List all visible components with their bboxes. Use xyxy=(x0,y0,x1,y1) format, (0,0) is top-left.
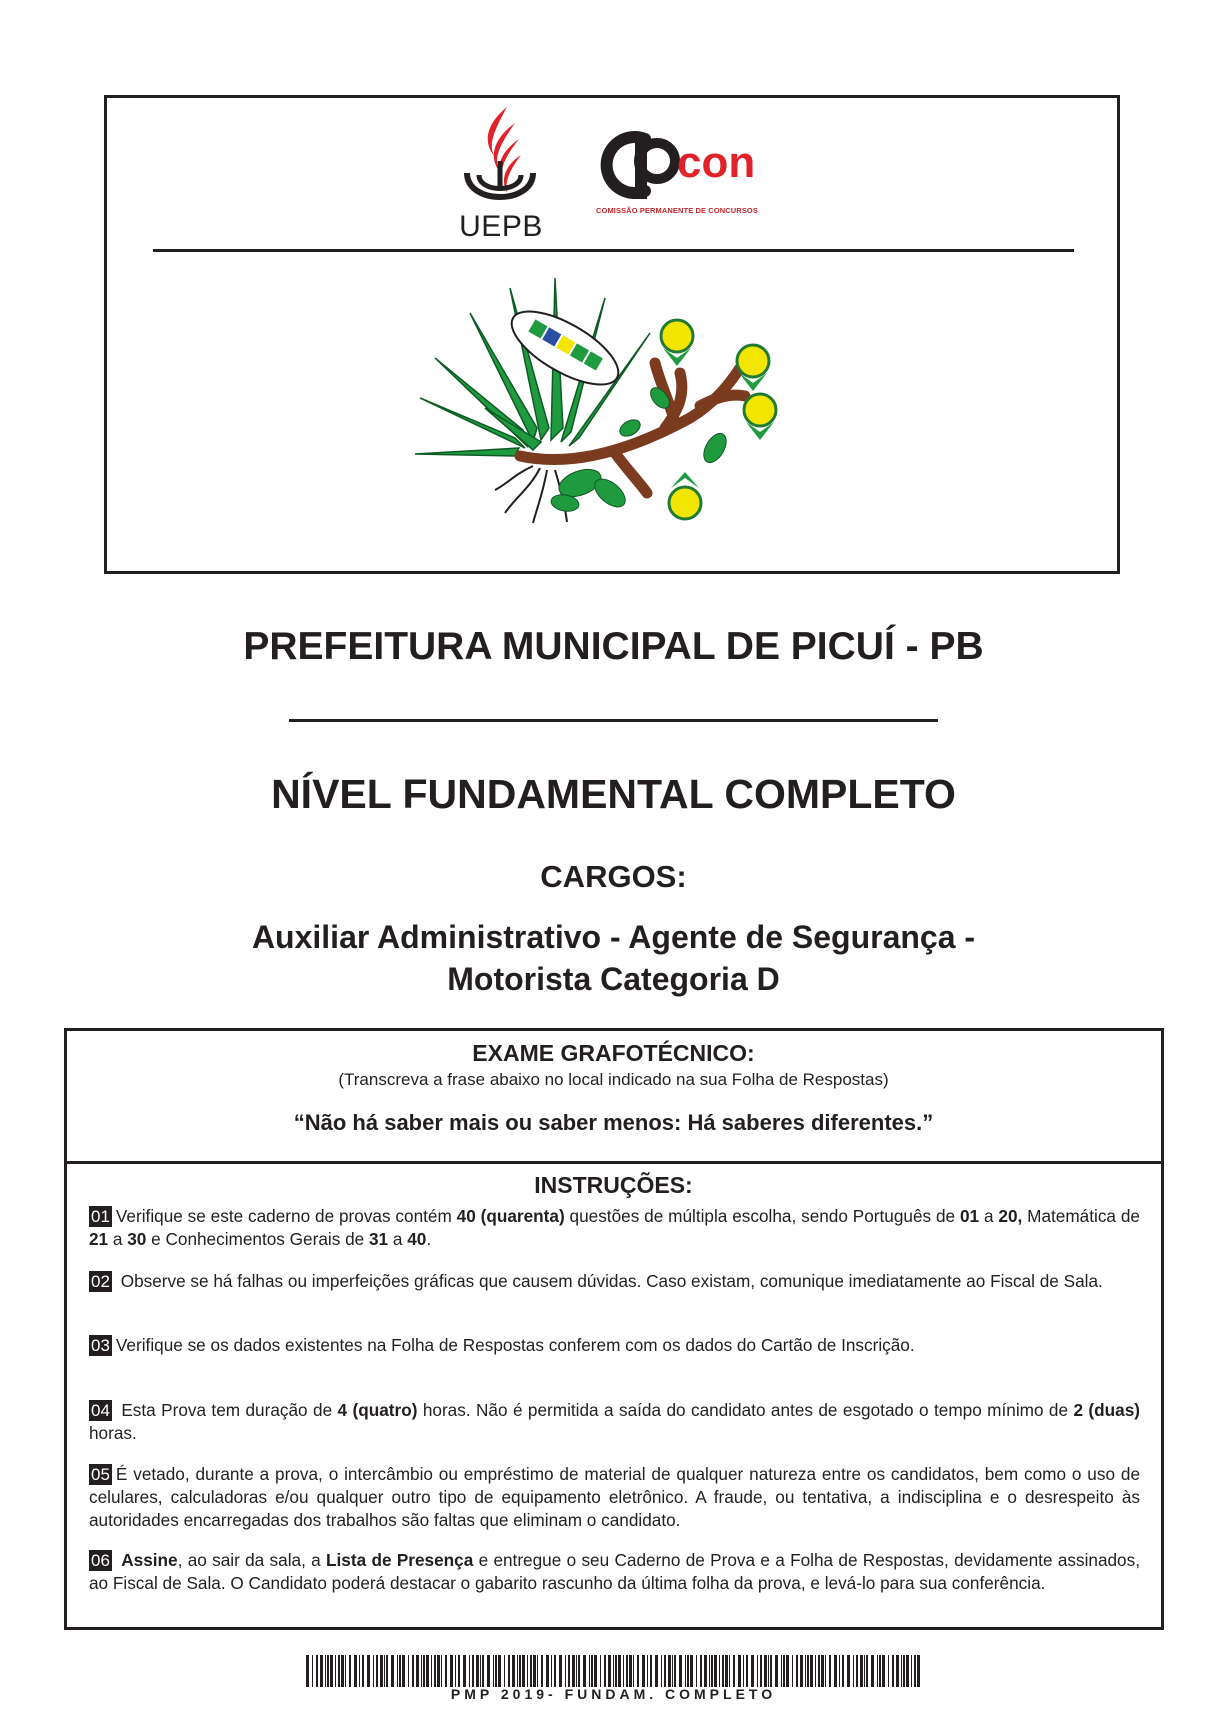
barcode-bar xyxy=(743,1655,744,1687)
barcode-bar xyxy=(423,1655,425,1687)
instruction-bold: Lista de Presença xyxy=(326,1550,474,1570)
barcode-bar xyxy=(600,1655,601,1687)
barcode-bar xyxy=(480,1655,481,1687)
barcode-bar xyxy=(714,1655,717,1687)
barcode-bar xyxy=(384,1655,385,1687)
barcode-bar xyxy=(866,1655,868,1687)
barcode-bar xyxy=(847,1655,850,1687)
barcode-bar xyxy=(591,1655,593,1687)
barcode-bar xyxy=(738,1655,741,1687)
barcode-bar xyxy=(476,1655,479,1687)
header-divider xyxy=(153,249,1074,252)
title-divider xyxy=(289,719,938,722)
instruction-text: . xyxy=(426,1229,432,1249)
instruction-number: 03 xyxy=(91,1336,110,1355)
instruction-text: horas. xyxy=(89,1423,137,1443)
barcode-bar xyxy=(421,1655,422,1687)
barcode-bar xyxy=(839,1655,840,1687)
barcode-bar xyxy=(810,1655,813,1687)
barcode-bar xyxy=(325,1655,326,1687)
barcode-bar xyxy=(864,1655,865,1687)
barcode-bar xyxy=(594,1655,597,1687)
barcode-bar xyxy=(647,1655,648,1687)
barcode-bar xyxy=(637,1655,639,1687)
barcode-bar xyxy=(386,1655,388,1687)
instruction-bold: 40 xyxy=(407,1229,427,1249)
barcode-bar xyxy=(512,1655,515,1687)
barcode-bar xyxy=(320,1655,323,1687)
barcode-bar xyxy=(871,1655,874,1687)
barcode-bar xyxy=(775,1655,778,1687)
barcode-bar xyxy=(345,1655,346,1687)
barcode-bar xyxy=(450,1655,453,1687)
instruction-05 xyxy=(89,1463,1140,1532)
barcode-bar xyxy=(668,1655,671,1687)
barcode-bar xyxy=(517,1655,518,1687)
barcode-bar xyxy=(768,1655,769,1687)
barcode-bar xyxy=(685,1655,686,1687)
barcode-bar xyxy=(330,1655,333,1687)
instruction-text: Verifique se os dados existentes na Folha de Respostas conferem com os dados do Cartão de Inscrição. xyxy=(115,1335,915,1355)
barcode-bar xyxy=(879,1655,881,1687)
barcode-bar xyxy=(786,1655,789,1687)
barcode-bar xyxy=(805,1655,806,1687)
barcode-bar xyxy=(359,1655,360,1687)
barcode-bar xyxy=(901,1655,902,1687)
barcode-bar xyxy=(541,1655,543,1687)
cpcon-logo xyxy=(595,125,785,205)
barcode-bar xyxy=(661,1655,662,1687)
barcode-bar xyxy=(690,1655,693,1687)
instruction-number: 02 xyxy=(91,1272,110,1291)
barcode-bar xyxy=(522,1655,525,1687)
barcode-bar xyxy=(834,1655,837,1687)
barcode-bar xyxy=(604,1655,606,1687)
instruction-text: a xyxy=(108,1229,128,1249)
exam-subtitle: (Transcreva a frase abaixo no local indicado na sua Folha de Respostas) xyxy=(338,1070,889,1089)
instruction-06 xyxy=(89,1549,1140,1595)
instruction-02 xyxy=(89,1270,1140,1293)
barcode-bar xyxy=(623,1655,624,1687)
barcode-bar xyxy=(508,1655,510,1687)
instruction-number: 06 xyxy=(91,1551,110,1570)
barcode-bar xyxy=(527,1655,528,1687)
cargos-label: CARGOS: xyxy=(540,859,687,894)
barcode-bar xyxy=(711,1655,713,1687)
barcode-bar xyxy=(896,1655,899,1687)
municipality-title: PREFEITURA MUNICIPAL DE PICUÍ - PB xyxy=(243,625,984,668)
instruction-text: questões de múltipla escolha, sendo Português de xyxy=(564,1206,960,1226)
barcode-bar xyxy=(800,1655,803,1687)
instructions-title: INSTRUÇÕES: xyxy=(534,1172,693,1198)
barcode-bar xyxy=(445,1655,447,1687)
instruction-text: e entregue o seu Caderno de Prova e a Folha de Respostas, devidamente assinados, ao Fiscal de Sala. O Candidato poderá destacar o gabarito rascunho da última folha da prova, e levá-lo para sua conferência. xyxy=(89,1550,1140,1593)
barcode-bar xyxy=(335,1655,336,1687)
barcode-bar xyxy=(853,1655,854,1687)
barcode-bar xyxy=(349,1655,351,1687)
barcode-bar xyxy=(760,1655,762,1687)
barcode-bar xyxy=(434,1655,436,1687)
exam-title: EXAME GRAFOTÉCNICO: xyxy=(472,1040,755,1066)
barcode-bar xyxy=(792,1655,793,1687)
barcode-bar xyxy=(399,1655,401,1687)
barcode-bar xyxy=(783,1655,785,1687)
instruction-bold: 40 (quarenta) xyxy=(456,1206,565,1226)
instruction-03 xyxy=(89,1334,1140,1357)
barcode-bar xyxy=(917,1655,920,1687)
barcode-bar xyxy=(746,1655,748,1687)
instruction-bold: 21 xyxy=(89,1229,109,1249)
barcode-bar xyxy=(458,1655,460,1687)
barcode-bar xyxy=(554,1655,556,1687)
barcode-bar xyxy=(373,1655,374,1687)
barcode-bar xyxy=(911,1655,912,1687)
instruction-text: Matemática de xyxy=(1022,1206,1140,1226)
barcode-bar xyxy=(327,1655,329,1687)
barcode-bar xyxy=(565,1655,566,1687)
barcode-bar xyxy=(642,1655,645,1687)
barcode-bar xyxy=(402,1655,405,1687)
barcode-bar xyxy=(482,1655,484,1687)
barcode-bar xyxy=(572,1655,575,1687)
barcode-bar xyxy=(533,1655,536,1687)
barcode-bar xyxy=(354,1655,357,1687)
instruction-number: 04 xyxy=(91,1401,110,1420)
barcode-bar xyxy=(757,1655,758,1687)
barcode-bar xyxy=(472,1655,474,1687)
instruction-text: a xyxy=(388,1229,408,1249)
uepb-label: UEPB xyxy=(459,210,543,243)
instruction-text: Observe se há falhas ou imperfeições gráficas que causem dúvidas. Caso existam, comunique imediatamente ao Fiscal de Sala. xyxy=(115,1271,1103,1291)
barcode-bar xyxy=(815,1655,816,1687)
barcode-bar xyxy=(888,1655,889,1687)
barcode-bar xyxy=(559,1655,562,1687)
barcode-bar xyxy=(696,1655,697,1687)
cargos-line-2: Motorista Categoria D xyxy=(447,961,780,997)
barcode-bar xyxy=(821,1655,824,1687)
barcode-bar xyxy=(312,1655,313,1687)
barcode-bar xyxy=(626,1655,628,1687)
barcode-bar xyxy=(818,1655,820,1687)
barcode-bar xyxy=(709,1655,710,1687)
barcode-bar xyxy=(906,1655,909,1687)
barcode-bar xyxy=(764,1655,767,1687)
barcode-bar xyxy=(860,1655,863,1687)
instruction-bold: Assine xyxy=(121,1550,178,1570)
barcode-bar xyxy=(882,1655,885,1687)
barcode xyxy=(306,1655,921,1687)
instruction-text: Esta Prova tem duração de xyxy=(115,1400,338,1420)
barcode-bar xyxy=(733,1655,735,1687)
barcode-bar xyxy=(426,1655,429,1687)
barcode-bar xyxy=(437,1655,440,1687)
barcode-bar xyxy=(672,1655,673,1687)
barcode-bar xyxy=(408,1655,409,1687)
barcode-bar xyxy=(796,1655,798,1687)
barcode-bar xyxy=(679,1655,682,1687)
barcode-bar xyxy=(341,1655,344,1687)
barcode-bar xyxy=(704,1655,707,1687)
level-title: NÍVEL FUNDAMENTAL COMPLETO xyxy=(271,771,956,817)
instruction-bold: 4 (quatro) xyxy=(337,1400,418,1420)
barcode-bar xyxy=(493,1655,494,1687)
barcode-bar xyxy=(729,1655,730,1687)
barcode-bar xyxy=(722,1655,724,1687)
barcode-bar xyxy=(608,1655,611,1687)
barcode-bar xyxy=(633,1655,634,1687)
barcode-bar xyxy=(725,1655,728,1687)
barcode-bar xyxy=(892,1655,894,1687)
barcode-bar xyxy=(530,1655,532,1687)
instruction-text: Verifique se este caderno de provas contém xyxy=(115,1206,457,1226)
barcode-bar xyxy=(825,1655,826,1687)
barcode-bar xyxy=(842,1655,844,1687)
instruction-text: a xyxy=(979,1206,999,1226)
instruction-number: 05 xyxy=(91,1465,110,1484)
barcode-bar xyxy=(338,1655,340,1687)
instruction-bold: 30 xyxy=(127,1229,147,1249)
instruction-text: É vetado, durante a prova, o intercâmbio ou empréstimo de material de qualquer natureza entre os candidatos, bem como o uso de celulares, calculadoras e/ou qualquer outro tipo de equipamento eletrônico. A fraude, ou tentativa, a indisciplina e o desrespeito às autoridades encarregadas dos trabalhos são faltas que eliminam o candidato. xyxy=(89,1464,1140,1530)
barcode-label: PMP 2019- FUNDAM. COMPLETO xyxy=(450,1686,777,1702)
barcode-bar xyxy=(469,1655,470,1687)
barcode-bar xyxy=(700,1655,702,1687)
barcode-bar xyxy=(655,1655,658,1687)
cargos-line-1: Auxiliar Administrativo - Agente de Segurança - xyxy=(251,919,976,955)
municipal-emblem xyxy=(415,278,810,533)
barcode-bar xyxy=(914,1655,916,1687)
barcode-bar xyxy=(416,1655,419,1687)
exam-quote: “Não há saber mais ou saber menos: Há saberes diferentes.” xyxy=(293,1110,934,1135)
instruction-bold: 31 xyxy=(368,1229,389,1249)
barcode-bar xyxy=(537,1655,538,1687)
barcode-bar xyxy=(546,1655,549,1687)
barcode-bar xyxy=(316,1655,318,1687)
barcode-bar xyxy=(664,1655,666,1687)
barcode-bar xyxy=(431,1655,432,1687)
barcode-bar xyxy=(613,1655,614,1687)
barcode-bar xyxy=(856,1655,858,1687)
exam-divider xyxy=(64,1161,1164,1164)
barcode-bar xyxy=(367,1655,370,1687)
barcode-bar xyxy=(380,1655,383,1687)
instruction-text: , ao sair da sala, a xyxy=(177,1550,327,1570)
barcode-bar xyxy=(770,1655,772,1687)
barcode-bar xyxy=(568,1655,570,1687)
barcode-bar xyxy=(376,1655,378,1687)
barcode-bar xyxy=(650,1655,652,1687)
barcode-bar xyxy=(807,1655,809,1687)
instruction-text: horas. Não é permitida a saída do candidato antes de esgotado o tempo mínimo de xyxy=(417,1400,1074,1420)
cpcon-subtitle: COMISSÃO PERMANENTE DE CONCURSOS xyxy=(596,206,758,215)
barcode-bar xyxy=(719,1655,720,1687)
barcode-bar xyxy=(455,1655,456,1687)
instruction-text: e Conhecimentos Gerais de xyxy=(146,1229,369,1249)
barcode-bar xyxy=(781,1655,782,1687)
barcode-bar xyxy=(519,1655,521,1687)
barcode-bar xyxy=(576,1655,577,1687)
barcode-bar xyxy=(829,1655,831,1687)
barcode-bar xyxy=(877,1655,878,1687)
barcode-bar xyxy=(463,1655,466,1687)
barcode-bar xyxy=(615,1655,617,1687)
instruction-01 xyxy=(89,1205,1140,1251)
barcode-bar xyxy=(487,1655,490,1687)
instruction-bold: 01 xyxy=(959,1206,980,1226)
barcode-bar xyxy=(687,1655,689,1687)
barcode-bar xyxy=(583,1655,586,1687)
instruction-04 xyxy=(89,1399,1140,1445)
barcode-bar xyxy=(578,1655,580,1687)
barcode-bar xyxy=(903,1655,905,1687)
barcode-bar xyxy=(629,1655,632,1687)
barcode-bar xyxy=(412,1655,414,1687)
barcode-bar xyxy=(674,1655,676,1687)
barcode-bar xyxy=(397,1655,398,1687)
svg-text:con: con xyxy=(677,138,756,187)
instruction-number: 01 xyxy=(91,1207,110,1226)
barcode-bar xyxy=(306,1655,309,1687)
barcode-bar xyxy=(391,1655,394,1687)
barcode-bar xyxy=(589,1655,590,1687)
barcode-bar xyxy=(362,1655,364,1687)
barcode-bar xyxy=(441,1655,442,1687)
barcode-bar xyxy=(495,1655,497,1687)
barcode-bar xyxy=(751,1655,754,1687)
barcode-bar xyxy=(498,1655,501,1687)
barcode-bar xyxy=(551,1655,552,1687)
instruction-bold: 2 (duas) xyxy=(1073,1400,1140,1420)
barcode-bar xyxy=(504,1655,505,1687)
instruction-bold: 20, xyxy=(998,1206,1023,1226)
barcode-bar xyxy=(618,1655,621,1687)
